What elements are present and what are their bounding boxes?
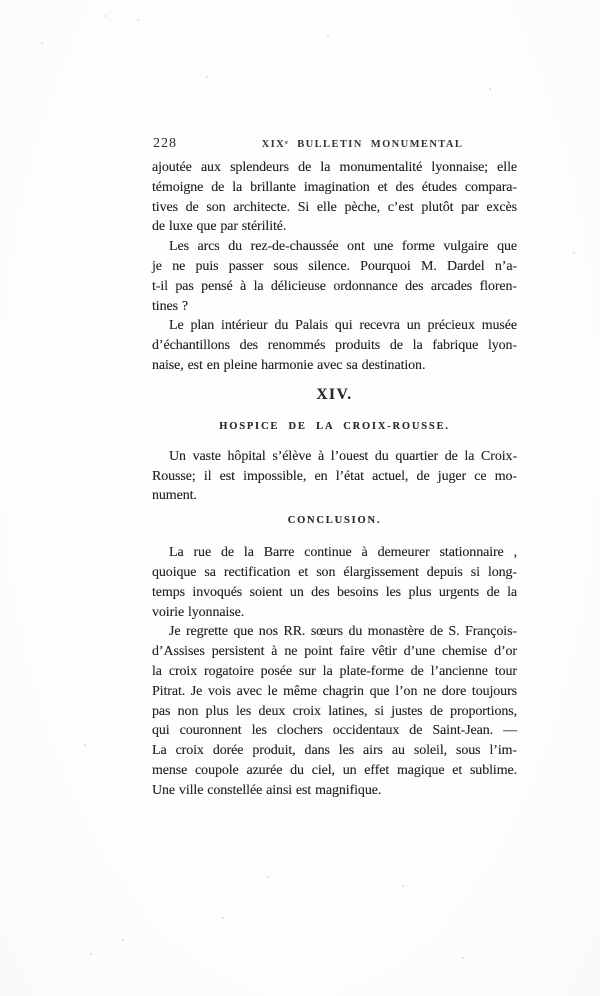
text-line: de luxe que par stérilité. xyxy=(152,219,287,235)
text-line: Une ville constellée ainsi est magnifique. xyxy=(152,782,382,798)
text-line: nument. xyxy=(152,488,197,504)
paragraph-hopital xyxy=(152,447,517,506)
scan-speck xyxy=(105,15,107,17)
text-line: ajoutée aux splendeurs de la monumentalité lyonnaise; elle xyxy=(152,160,517,175)
scan-speck xyxy=(327,35,329,37)
scan-speck xyxy=(402,885,404,887)
scan-speck xyxy=(462,957,464,959)
text-line: temps invoqués soient un des besoins les plus urgents de la xyxy=(152,584,517,600)
text-line: mense coupole azurée du ciel, un effet magique et sublime. xyxy=(152,762,517,778)
text-line: qui couronnent les clochers occidentaux de Saint-Jean. — xyxy=(152,723,517,739)
text-line: Les arcs du rez-de-chaussée ont une forme vulgaire que xyxy=(169,239,517,255)
scan-speck xyxy=(267,876,269,878)
paragraph-rue-barre xyxy=(152,543,517,622)
text-line: je ne puis passer sous silence. Pourquoi M. Dardel n’a- xyxy=(152,258,517,274)
text-line: tines ? xyxy=(152,298,188,314)
page-number: 228 xyxy=(153,136,177,151)
scan-speck xyxy=(573,252,575,254)
text-line: Un vaste hôpital s’élève à l’ouest du quartier de la Croix- xyxy=(169,448,517,464)
conclusion-heading: CONCLUSION. xyxy=(287,515,382,527)
page-header xyxy=(152,136,517,154)
scan-speck xyxy=(84,744,86,746)
text-line: Le plan intérieur du Palais qui recevra un précieux musée xyxy=(169,318,517,334)
text-line: La rue de la Barre continue à demeurer stationnaire , xyxy=(169,545,517,561)
paragraph-continuation xyxy=(152,158,517,237)
section-number-heading: XIV. xyxy=(316,385,353,403)
text-line: La croix dorée produit, dans les airs au soleil, sous l’im- xyxy=(152,743,517,759)
scan-speck xyxy=(206,76,208,78)
text-line: d’échantillons des renommés produits de la fabrique lyon- xyxy=(152,338,517,354)
scan-speck xyxy=(137,19,139,21)
paragraph-croix xyxy=(152,622,517,800)
text-line: d’Assises persistent à ne point faire vêtir d’une chemise d’or xyxy=(152,644,517,660)
paragraph-arcs xyxy=(152,237,517,316)
text-line: naise, est en pleine harmonie avec sa destination. xyxy=(152,357,426,373)
text-line: témoigne de la brillante imagination et des études compara- xyxy=(152,179,517,195)
text-line: t-il pas pensé à la délicieuse ordonnance des arcades floren- xyxy=(152,278,517,294)
text-line: quoique sa rectification et son élargissement depuis si long- xyxy=(152,564,517,580)
text-line: Je regrette que nos RR. sœurs du monastère de S. François- xyxy=(169,624,517,640)
running-head: XIXᵉ BULLETIN MONUMENTAL xyxy=(261,139,464,150)
text-column xyxy=(152,158,517,801)
text-line: voirie lyonnaise. xyxy=(152,604,245,620)
text-line: la croix rogatoire posée sur la plate-forme de l’ancienne tour xyxy=(152,663,517,679)
scan-speck xyxy=(489,88,491,90)
scan-speck xyxy=(90,953,92,955)
text-line: pas non plus les deux croix latines, si justes de proportions, xyxy=(152,703,517,719)
scan-speck xyxy=(41,42,43,44)
section-title-heading: HOSPICE DE LA CROIX-ROUSSE. xyxy=(219,420,450,432)
scan-speck xyxy=(122,939,124,941)
text-line: tives de son architecte. Si elle pèche, c’est plutôt par excès xyxy=(152,199,517,215)
scan-speck xyxy=(222,917,224,919)
text-line: Pitrat. Je vois avec le même chagrin que l’on ne dore toujours xyxy=(152,683,517,699)
paragraph-plan-interieur xyxy=(152,316,517,375)
text-line: Rousse; il est impossible, en l’état actuel, de juger ce mo- xyxy=(152,468,517,484)
